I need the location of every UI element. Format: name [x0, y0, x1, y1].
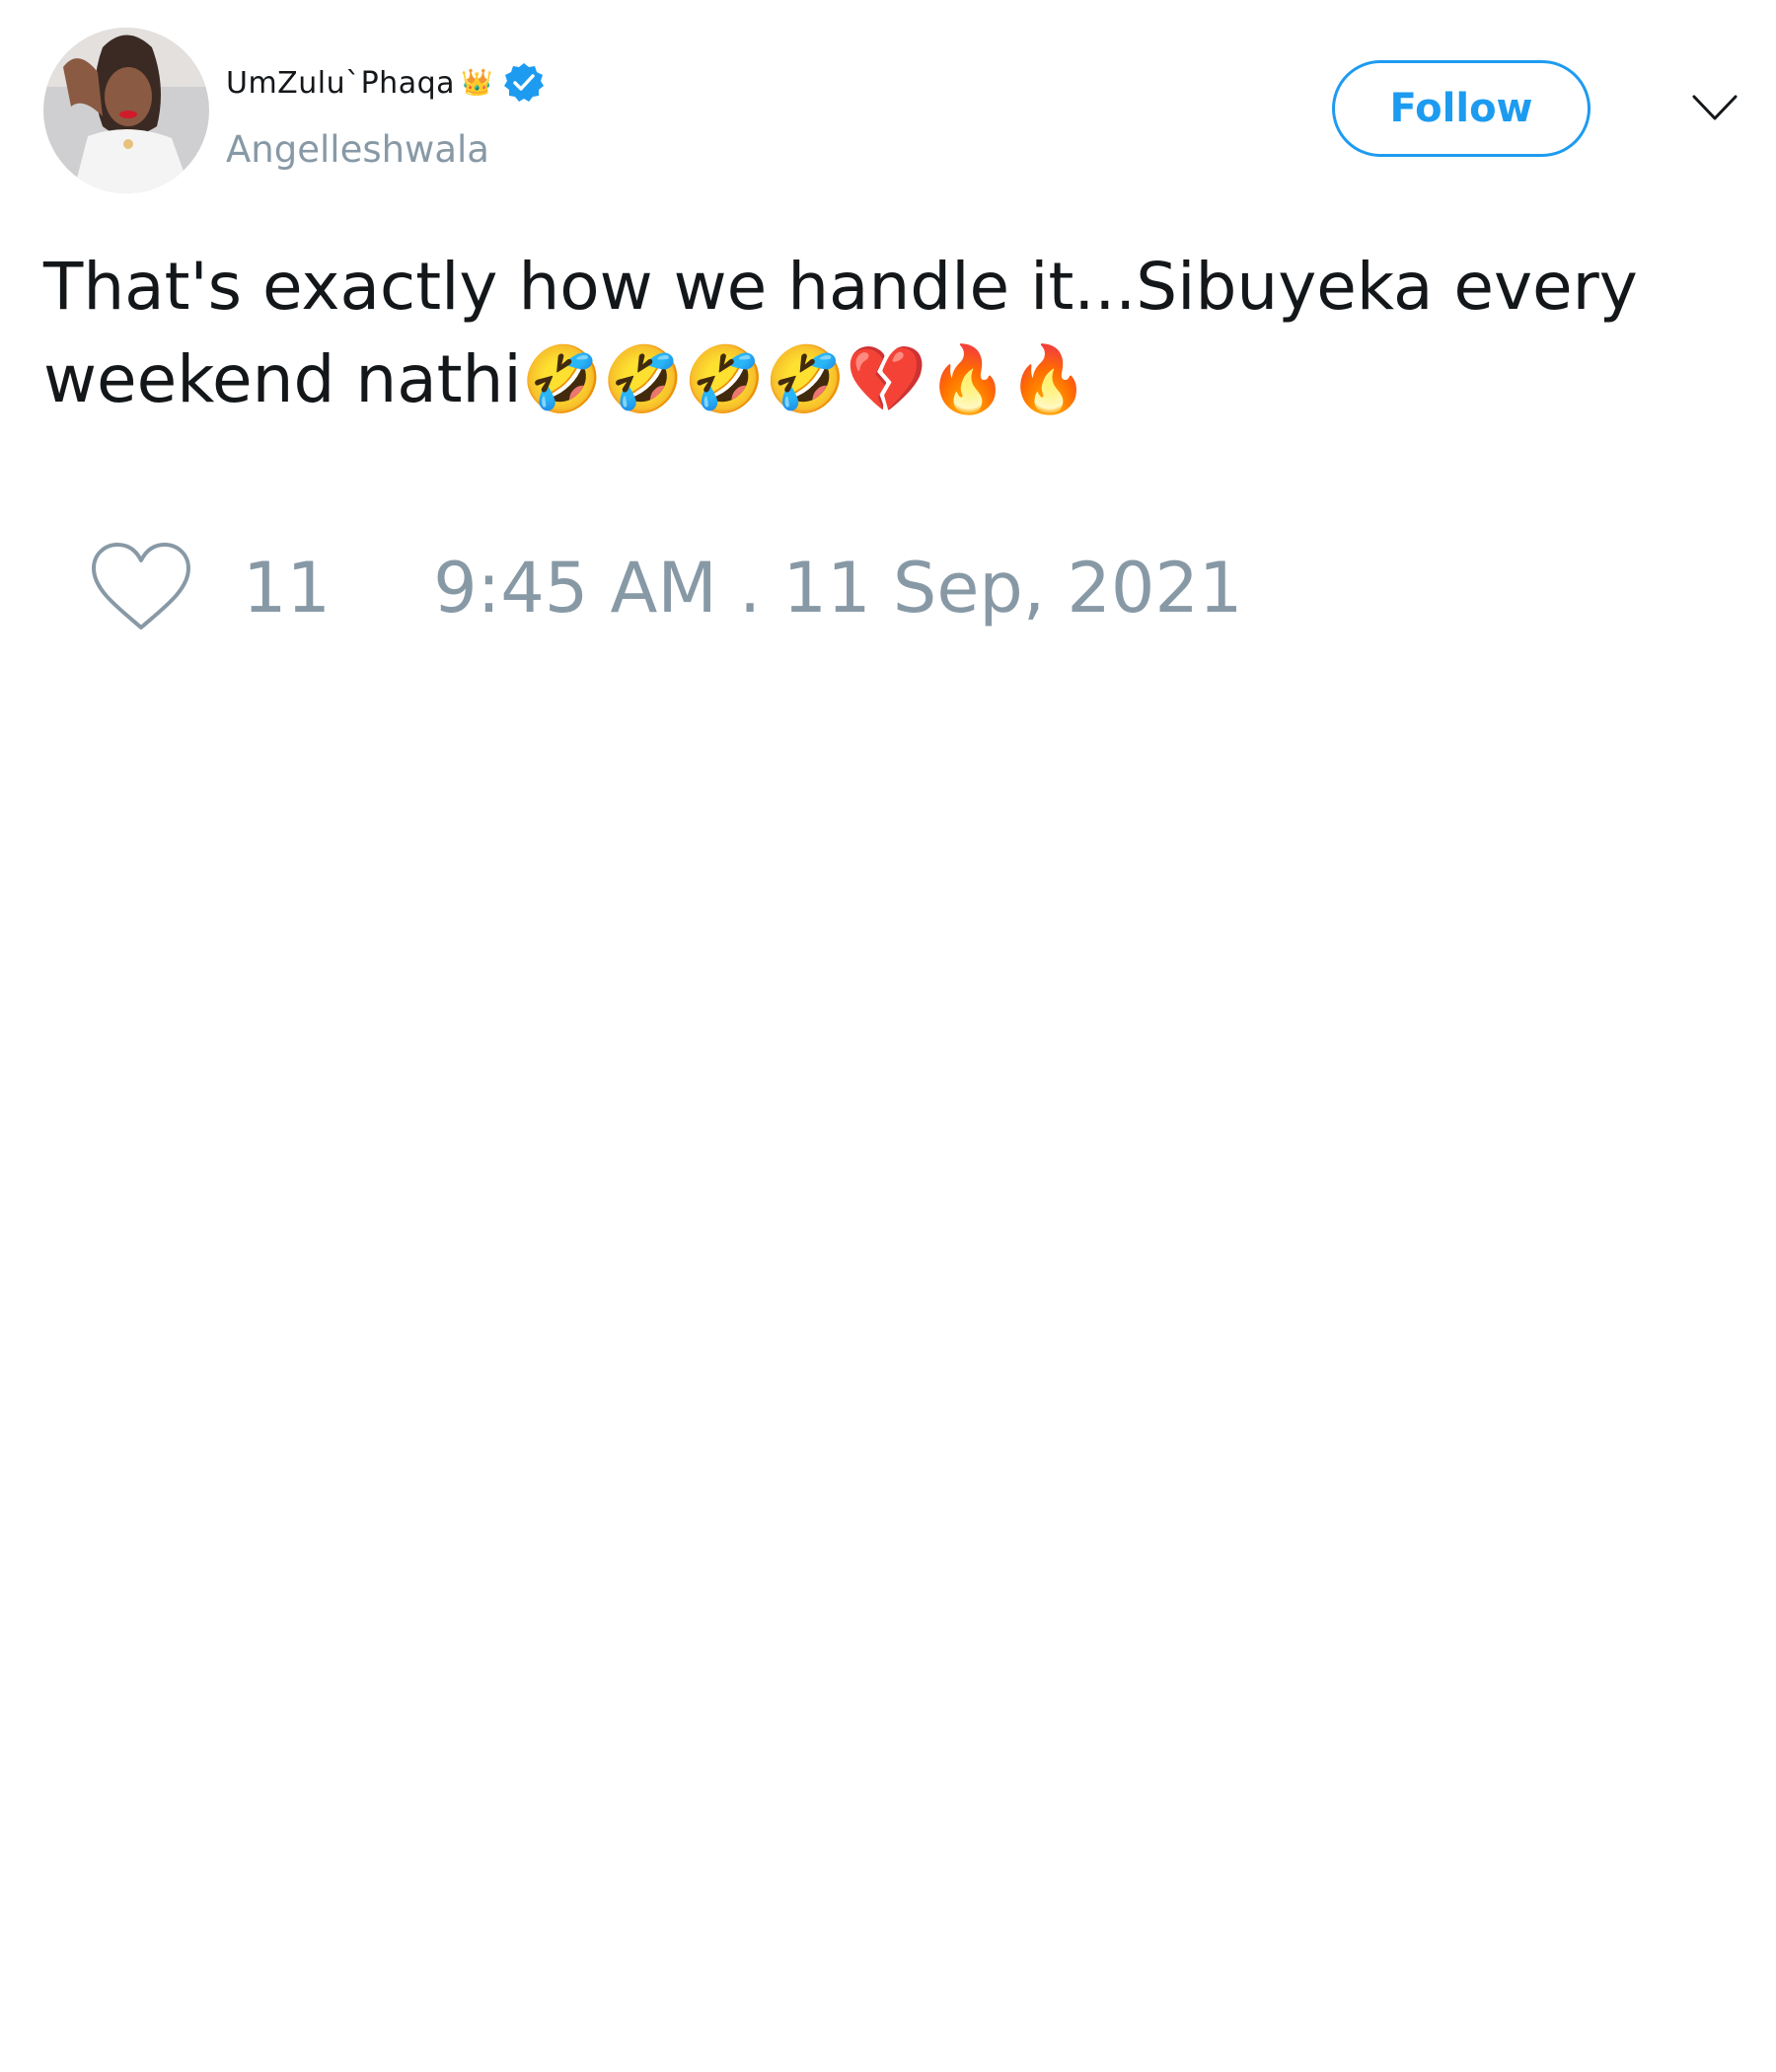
heart-outline-icon[interactable] — [89, 541, 193, 635]
like-count: 11 — [243, 548, 332, 629]
chevron-down-icon[interactable] — [1690, 89, 1739, 128]
author-display-name[interactable]: UmZulu`Phaqa — [226, 65, 456, 101]
author-name-row[interactable] — [226, 59, 546, 107]
verified-badge-icon — [502, 61, 546, 105]
crown-emoji: 👑 — [461, 68, 493, 98]
follow-button[interactable]: Follow — [1332, 60, 1591, 157]
avatar[interactable] — [43, 28, 209, 193]
tweet-text: That's exactly how we handle it...Sibuyeka every weekend nathi🤣🤣🤣🤣💔🔥🔥 — [43, 249, 1638, 417]
tweet-footer — [89, 541, 1242, 635]
avatar-photo — [43, 28, 209, 193]
author-handle[interactable]: Angelleshwala — [226, 128, 489, 171]
tweet-timestamp[interactable]: 9:45 AM . 11 Sep, 2021 — [433, 548, 1243, 629]
